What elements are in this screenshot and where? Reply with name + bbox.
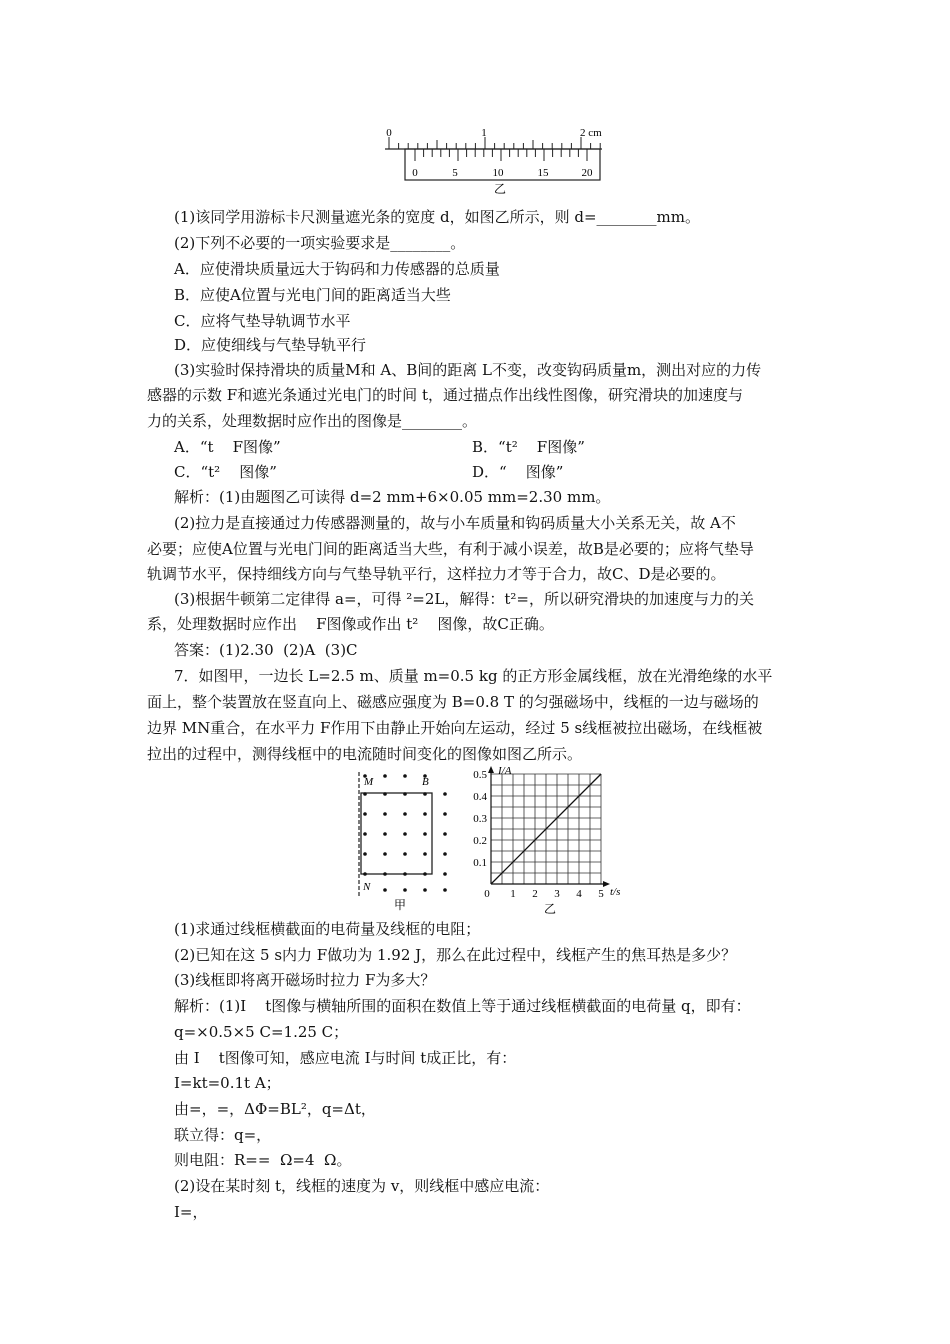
vernier-label-5: 5: [452, 167, 458, 179]
text-line: D．应使细线与气垫导轨平行: [174, 336, 367, 354]
field-dot: [383, 852, 387, 856]
label-m: M: [364, 776, 374, 788]
y-tick-label: 0.5: [473, 769, 487, 781]
field-dot: [383, 774, 387, 778]
figure-jia-caption: 甲: [393, 898, 407, 912]
field-dot: [403, 872, 407, 876]
field-dot: [423, 888, 427, 892]
field-dot: [403, 812, 407, 816]
text-line: q=×0.5×5 C=1.25 C；: [174, 1023, 349, 1041]
main-label-1: 1: [481, 127, 487, 139]
y-tick-label: 0.1: [473, 857, 487, 869]
vernier-label-0: 0: [412, 167, 418, 179]
field-dot: [383, 872, 387, 876]
field-dot: [423, 792, 427, 796]
text-line: I=，: [174, 1203, 208, 1221]
figure-yi: [460, 762, 635, 918]
text-line: 面上，整个装置放在竖直向上、磁感应强度为 B=0.8 T 的匀强磁场中，线框的一边与磁场的: [147, 693, 759, 711]
field-dot: [383, 812, 387, 816]
x-axis-label: t/s: [610, 886, 621, 898]
text-line: (1)该同学用游标卡尺测量遮光条的宽度 d，如图乙所示，则 d=________mm。: [174, 208, 701, 226]
label-n: N: [363, 881, 371, 893]
x-tick-label: 0: [484, 888, 490, 900]
text-line: 7．如图甲，一边长 L=2.5 m、质量 m=0.5 kg 的正方形金属线框，放在光滑绝缘的水平: [174, 667, 773, 685]
text-line: (3)线框即将离开磁场时拉力 F为多大？: [174, 971, 436, 989]
text-line: 轨调节水平，保持细线方向与气垫导轨平行，这样拉力才等于合力，故C、D是必要的。: [147, 565, 726, 583]
answer-line: 答案：(1)2.30 (2)A (3)C: [174, 641, 358, 659]
x-tick-label: 2: [532, 888, 538, 900]
y-axis-arrow: [488, 766, 494, 773]
field-dot: [423, 812, 427, 816]
field-dot: [443, 832, 447, 836]
field-dot: [363, 792, 367, 796]
text-line: 解析：(1)由题图乙可读得 d=2 mm+6×0.05 mm=2.30 mm。: [174, 488, 611, 506]
field-dot: [403, 832, 407, 836]
field-dot: [403, 774, 407, 778]
field-dot: [363, 812, 367, 816]
text-line: B．应使A位置与光电门间的距离适当大些: [174, 286, 451, 304]
text-line: (2)拉力是直接通过力传感器测量的，故与小车质量和钩码质量大小关系无关，故 A不: [174, 514, 736, 532]
option-d: D．“ 图像”: [472, 463, 564, 481]
field-dot: [423, 832, 427, 836]
x-tick-label: 1: [510, 888, 516, 900]
field-dot: [383, 832, 387, 836]
field-dot: [363, 852, 367, 856]
text-line: 联立得：q=，: [174, 1126, 272, 1144]
vernier-label-15: 15: [537, 167, 549, 179]
text-line: 必要；应使A位置与光电门间的距离适当大些，有利于减小误差，故B是必要的；应将气垫导: [147, 540, 754, 558]
text-line: (2)设在某时刻 t，线框的速度为 v，则线框中感应电流：: [174, 1177, 550, 1195]
text-line: A．应使滑块质量远大于钩码和力传感器的总质量: [174, 260, 500, 278]
text-line: 由 I t图像可知，感应电流 I与时间 t成正比，有：: [174, 1049, 517, 1067]
text-line: (2)下列不必要的一项实验要求是________。: [174, 234, 466, 252]
square-frame: [361, 793, 432, 874]
caliper-figure: [380, 124, 610, 196]
figure-jia: [345, 766, 455, 914]
text-line: I=kt=0.1t A；: [174, 1074, 281, 1092]
x-tick-label: 3: [554, 888, 560, 900]
field-dot: [423, 872, 427, 876]
field-dot: [423, 852, 427, 856]
vernier-label-10: 10: [492, 167, 504, 179]
x-axis-arrow: [603, 881, 610, 887]
field-dot: [443, 888, 447, 892]
text-line: 解析：(1)I t图像与横轴所围的面积在数值上等于通过线框横截面的电荷量 q，即有：: [174, 997, 751, 1015]
text-line: 拉出的过程中，测得线框中的电流随时间变化的图像如图乙所示。: [147, 745, 583, 763]
field-dot: [443, 852, 447, 856]
field-dot: [363, 832, 367, 836]
vernier-label-20: 20: [581, 167, 593, 179]
option-b: B．“t² F图像”: [472, 438, 585, 456]
main-label-0: 0: [386, 127, 392, 139]
text-line: 力的关系，处理数据时应作出的图像是________。: [147, 412, 478, 430]
field-dot: [403, 888, 407, 892]
text-line: (3)根据牛顿第二定律得 a=，可得 ²=2L，解得：t²=，所以研究滑块的加速度与力的关: [174, 590, 754, 608]
field-dot: [383, 792, 387, 796]
field-dot: [403, 852, 407, 856]
y-tick-label: 0.2: [473, 835, 487, 847]
main-label-2: 2 cm: [580, 127, 602, 139]
caliper-caption: 乙: [493, 182, 507, 196]
field-dot: [403, 792, 407, 796]
text-line: (2)已知在这 5 s内力 F做功为 1.92 J，那么在此过程中，线框产生的焦耳热是多少？: [174, 946, 737, 964]
text-line: C．应将气垫导轨调节水平: [174, 312, 351, 330]
field-dot: [363, 872, 367, 876]
option-a: A．“t F图像”: [174, 438, 281, 456]
y-tick-label: 0.4: [473, 791, 487, 803]
text-line: 则电阻：R== Ω=4 Ω。: [174, 1151, 352, 1169]
option-c: C．“t² 图像”: [174, 463, 277, 481]
x-tick-label: 4: [576, 888, 582, 900]
x-tick-labels: [484, 888, 604, 900]
y-axis-label: I/A: [498, 765, 512, 777]
label-b: B: [422, 776, 429, 788]
figure-yi-caption: 乙: [543, 902, 557, 916]
field-dot: [443, 812, 447, 816]
text-line: (3)实验时保持滑块的质量M和 A、B间的距离 L不变，改变钩码质量m，测出对应的力传: [174, 361, 762, 379]
field-dot: [443, 792, 447, 796]
text-line: (1)求通过线框横截面的电荷量及线框的电阻；: [174, 920, 481, 938]
text-line: 感器的示数 F和遮光条通过光电门的时间 t，通过描点作出线性图像，研究滑块的加速度与: [147, 386, 743, 404]
y-tick-label: 0.3: [473, 813, 487, 825]
text-line: 边界 MN重合，在水平力 F作用下由静止开始向左运动，经过 5 s线框被拉出磁场，在线框被: [147, 719, 763, 737]
field-dot: [383, 888, 387, 892]
x-tick-label: 5: [598, 888, 604, 900]
text-line: 由=，=，ΔΦ=BL²，q=Δt，: [174, 1100, 376, 1118]
text-line: 系，处理数据时应作出 F图像或作出 t² 图像，故C正确。: [147, 615, 554, 633]
y-tick-labels: [473, 769, 487, 869]
field-dot: [443, 872, 447, 876]
